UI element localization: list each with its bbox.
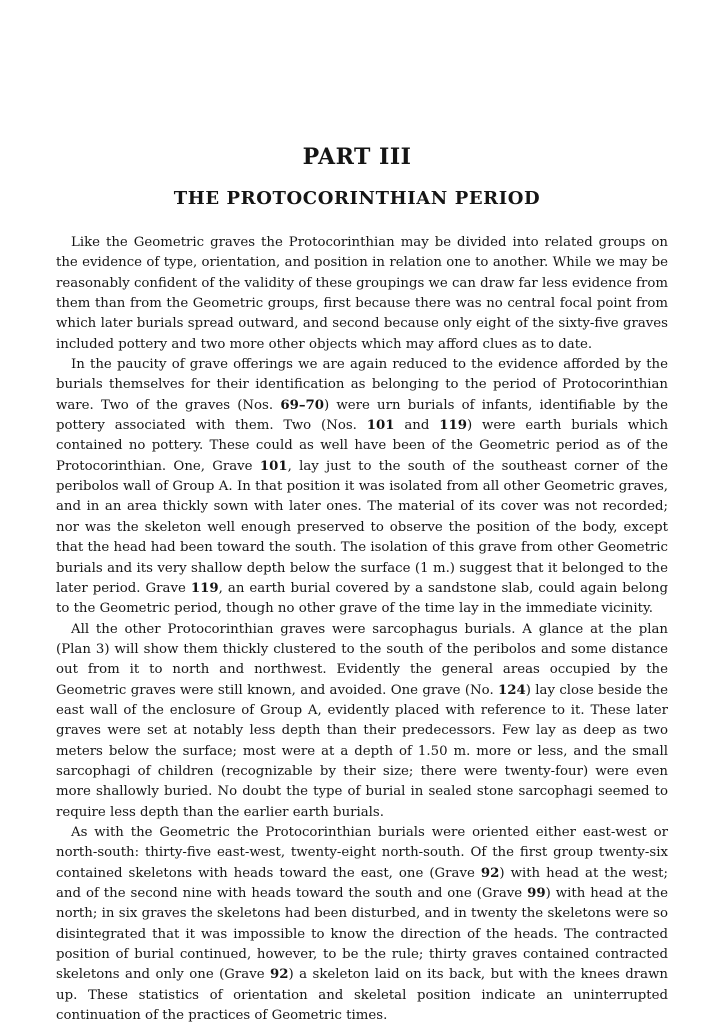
grave-number: 119 [190, 580, 219, 596]
text-run: ) were urn burials of infants, identifiable by the pottery associated with them. Two (Nos. [56, 397, 668, 434]
grave-number: 101 [366, 418, 395, 434]
part-heading: PART III [302, 144, 412, 170]
paragraph [56, 620, 668, 823]
grave-number: 101 [259, 458, 288, 474]
text-run: ) with head at the west; and of the second nine with heads toward the south and one (Grave [56, 865, 668, 901]
body-text [56, 233, 668, 1026]
text-run: and [394, 418, 440, 434]
text-run: In the paucity of grave offerings we are again reduced to the evidence afforded by the burials themselves for their identification as belonging to the period of Protocorinthian ware. Two of the graves (Nos. [56, 357, 668, 413]
paragraph [56, 355, 668, 619]
paragraph [56, 233, 668, 355]
text-run: ) were earth burials which contained no pottery. These could as well have been of the Geometric period as of the Protocorinthian. One, Grave [56, 418, 669, 474]
grave-number: 119 [439, 418, 467, 434]
chapter-title: THE PROTOCORINTHIAN PERIOD [173, 188, 541, 209]
text-run: ) a skeleton laid on its back, but with the knees drawn up. These statistics of orientation and skeletal position indicate an uninterrupted continuation of the practices of Geometric times. [56, 967, 668, 1024]
grave-number: 92 [480, 865, 500, 881]
text-run: As with the Geometric the Protocorinthian burials were oriented either east-west or north-south: thirty-five east-west, twenty-eight north-south. Of the first group twenty-six contained skeletons with heads toward the east, one (Grave [56, 824, 668, 881]
text-run: , an earth burial covered by a sandstone slab, could again belong to the Geometric period, though no other grave of the time lay in the immediate vicinity. [56, 580, 669, 617]
text-run: Like the Geometric graves the Protocorinthian may be divided into related groups on the evidence of type, orientation, and position in relation one to another. While we may be reasonably confident of the validity of these groupings we can draw far less evidence from them than from the Geometric groups, first because there was no central focal point from which later burials spread outward, and second because only eight of the sixty-five graves included pottery and two more other objects which may afford clues as to date. [56, 235, 668, 352]
text-run: , lay just to the south of the southeast corner of the peribolos wall of Group A. In that position it was isolated from all other Geometric graves, and in an area thickly sown with later ones. The material of its cover was not recorded; nor was the skeleton well enough preserved to observe the position of the body, except that the head had been toward the south. The isolation of this grave from other Geometric burials and its very shallow depth below the surface (1 m.) suggest that it belonged to the later period. Grave [56, 458, 668, 596]
text-run: ) with head at the north; in six graves the skeletons had been disturbed, and in twenty the skeletons were so disintegrated that it was impossible to know the direction of the heads. The contracted position of burial continued, however, to be the rule; thirty graves contained contracted skeletons and only one (Grave [56, 886, 668, 983]
grave-number: 99 [527, 886, 546, 901]
grave-number: 92 [270, 967, 289, 983]
text-run: All the other Protocorinthian graves were sarcophagus burials. A glance at the plan (Plan 3) will show them thickly clustered to the south of the peribolos and some distance out from it to north and northwest. Evidently the general areas occupied by the Geometric graves were still known, and avoided. One grave (No. [56, 621, 668, 698]
grave-number: 69–70 [280, 397, 324, 413]
grave-number: 124 [498, 682, 526, 698]
text-run: ) lay close beside the east wall of the enclosure of Group A, evidently placed with reference to it. These later graves were set at notably less depth than their predecessors. Few lay as deep as two meters below the surface; most were at a depth of 1.50 m. more or less, and the small sarcophagi of children (recognizable by their size; there were twenty-four) were even more shallowly buried. No doubt the type of burial in sealed stone sarcophagi seemed to require less depth than the earlier earth burials. [56, 682, 668, 820]
paragraph [56, 823, 668, 1026]
